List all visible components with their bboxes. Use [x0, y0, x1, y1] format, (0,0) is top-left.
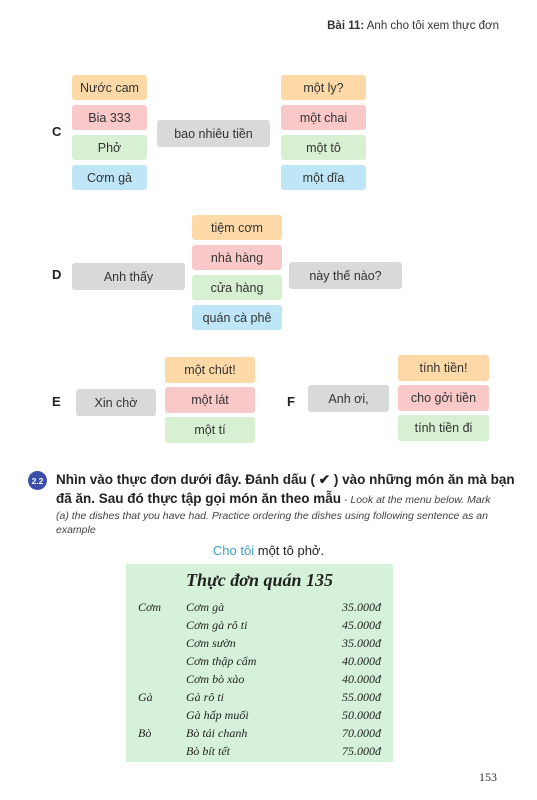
menu-dish: Gà hấp muối	[186, 708, 249, 722]
menu-category: Cơm	[138, 600, 162, 614]
menu-dish: Cơm gà rô ti	[186, 618, 248, 632]
phrase-box: một tí	[165, 417, 255, 443]
menu-dish: Bò tái chanh	[186, 726, 248, 740]
section-letter-e: E	[52, 394, 61, 409]
phrase-box: một dĩa	[281, 165, 366, 190]
lesson-title: Anh cho tôi xem thực đơn	[366, 20, 499, 32]
phrase-box: quán cà phê	[192, 305, 282, 330]
menu-price: 45.000đ	[342, 618, 381, 632]
menu-dish: Cơm thập cẩm	[186, 654, 257, 668]
menu-title: Thực đơn quán 135	[186, 570, 333, 590]
menu-price: 70.000đ	[342, 726, 381, 740]
page-header	[327, 20, 499, 32]
phrase-box: Cơm gà	[72, 165, 147, 190]
phrase-box: Anh ơi,	[308, 385, 389, 412]
page-number: 153	[479, 770, 497, 784]
menu-dish: Cơm gà	[186, 600, 225, 614]
phrase-box: này thế nào?	[289, 262, 402, 289]
menu-category: Bò	[138, 726, 152, 740]
instruction-english-line2: (a) the dishes that you have had. Practice ordering the dishes using following sentence as an	[56, 510, 488, 522]
menu-dish: Gà rô ti	[186, 690, 225, 704]
phrase-box: nhà hàng	[192, 245, 282, 270]
menu-card	[126, 564, 393, 762]
phrase-box: Xin chờ	[76, 389, 156, 416]
section-letter-f: F	[287, 394, 295, 409]
phrase-box: tính tiền đi	[398, 415, 489, 441]
phrase-box: tiệm cơm	[192, 215, 282, 240]
exercise-number-badge: 2.2	[28, 471, 47, 490]
example-part1: Cho tôi	[212, 543, 258, 558]
phrase-box: một tô	[281, 135, 366, 160]
phrase-box: một ly?	[281, 75, 366, 100]
menu-price: 35.000đ	[342, 636, 381, 650]
menu-price: 40.000đ	[342, 672, 381, 686]
instruction-vietnamese-line2	[56, 491, 490, 506]
phrase-box: cửa hàng	[192, 275, 282, 300]
instruction-english-line3: example	[56, 524, 96, 536]
phrase-box: bao nhiêu tiền	[157, 120, 270, 147]
instruction-english-start: - Look at the menu below. Mark	[341, 494, 491, 506]
example-sentence	[0, 543, 537, 558]
menu-price: 40.000đ	[342, 654, 381, 668]
section-letter-d: D	[52, 267, 62, 282]
instruction-vietnamese-line1: Nhìn vào thực đơn dưới đây. Đánh dấu ( ✔ ) vào những món ăn mà bạn	[56, 472, 515, 487]
phrase-box: một chút!	[165, 357, 255, 383]
menu-price: 55.000đ	[342, 690, 381, 704]
menu-dish: Cơm bò xào	[186, 672, 245, 686]
instruction-vietnamese-text: đã ăn. Sau đó thực tập gọi món ăn theo mẫu	[56, 491, 342, 506]
phrase-box: tính tiền!	[398, 355, 489, 381]
menu-dish: Cơm sườn	[186, 636, 236, 650]
phrase-box: Anh thấy	[72, 263, 185, 290]
phrase-box: một lát	[165, 387, 255, 413]
phrase-box: Phở	[72, 135, 147, 160]
menu-price: 50.000đ	[342, 708, 381, 722]
phrase-box: cho gởi tiền	[398, 385, 489, 411]
section-letter-c: C	[52, 124, 62, 139]
menu-dish: Bò bít tết	[186, 744, 230, 758]
phrase-box: một chai	[281, 105, 366, 130]
phrase-box: Bia 333	[72, 105, 147, 130]
lesson-number: Bài 11:	[327, 20, 365, 32]
example-part2: một tô phở.	[257, 543, 325, 558]
menu-price: 75.000đ	[342, 744, 381, 758]
phrase-box: Nước cam	[72, 75, 147, 100]
menu-category: Gà	[138, 690, 153, 704]
menu-price: 35.000đ	[342, 600, 381, 614]
